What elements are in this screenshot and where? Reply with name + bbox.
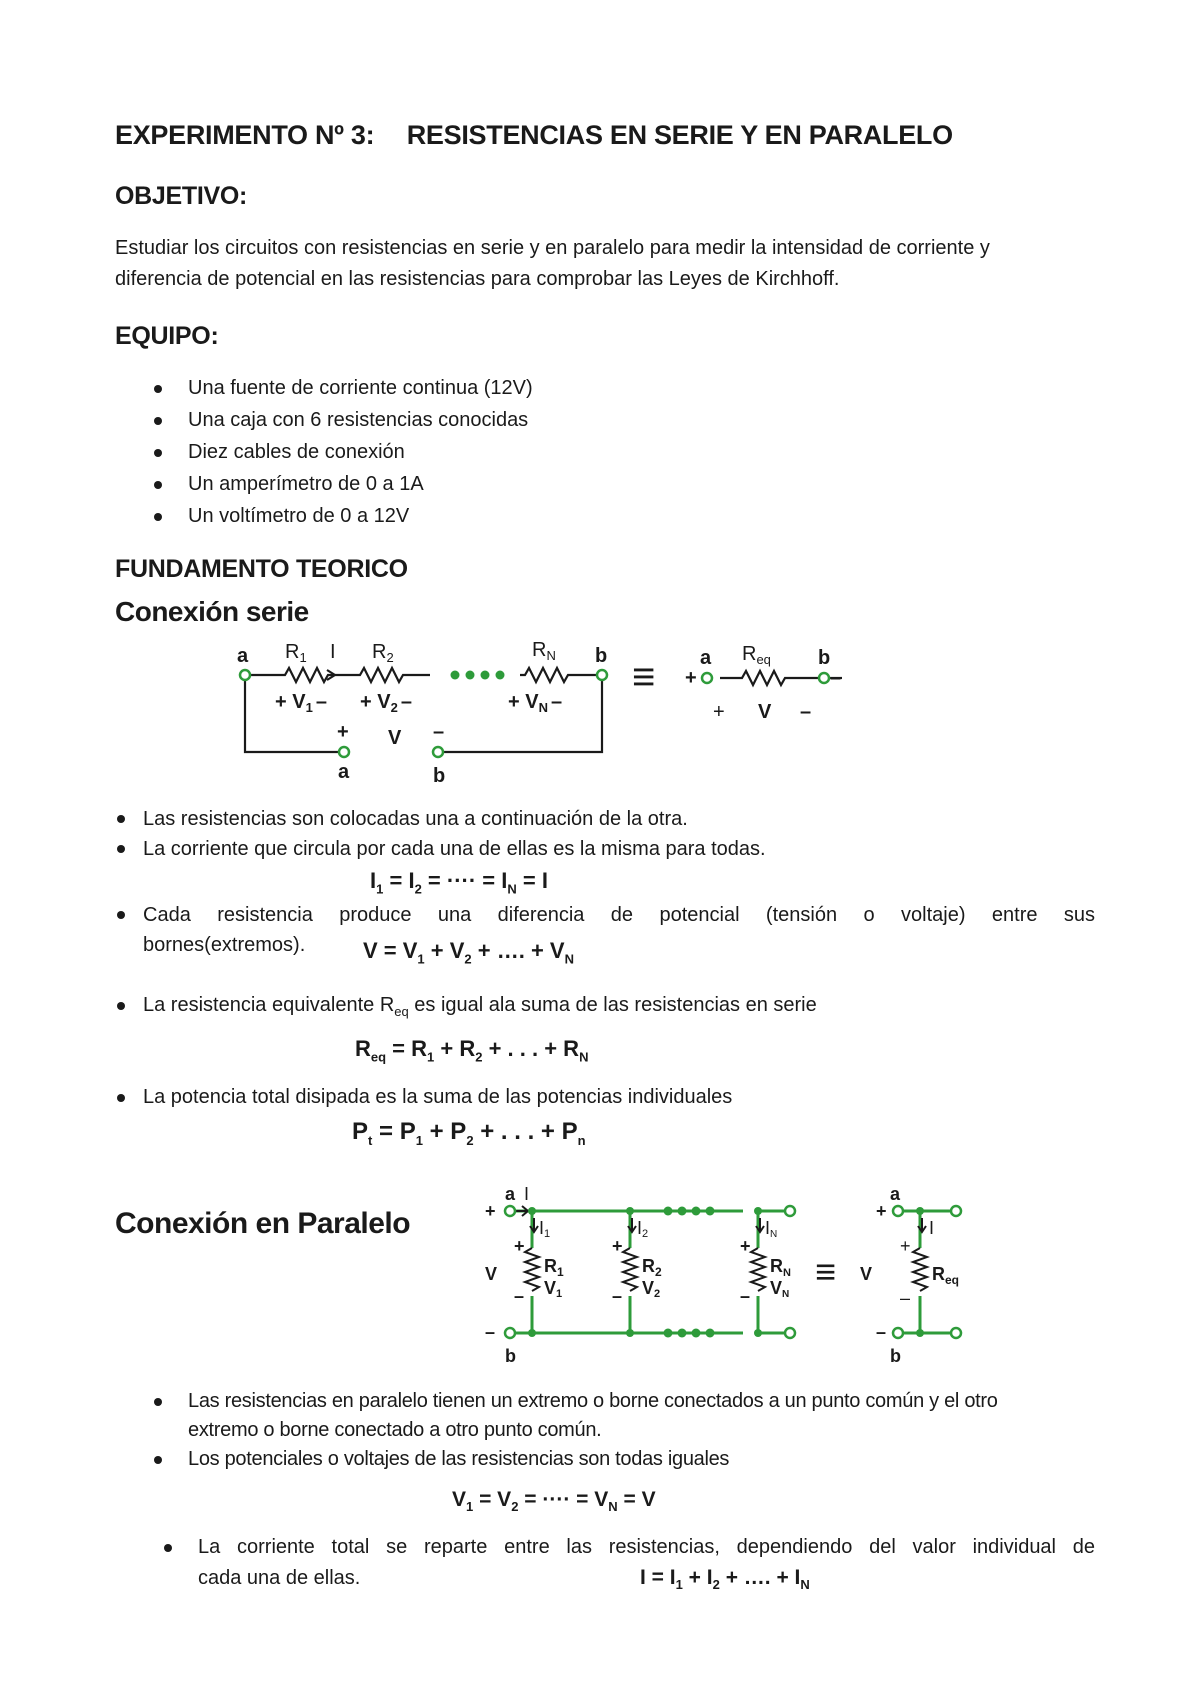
label-branch1-plus: + <box>514 1236 525 1256</box>
series-voltage-line-1: Cada resistencia produce una diferencia de potencial (tensión o voltaje) entre sus <box>143 904 1095 926</box>
equipment-heading: EQUIPO: <box>115 322 219 350</box>
list-item: Una fuente de corriente continua (12V) <box>150 372 950 404</box>
label-eq-v: V <box>860 1264 873 1284</box>
label-b-bottom: b <box>433 765 446 787</box>
bullet-icon <box>154 1456 162 1464</box>
label-branchn-minus: – <box>740 1286 751 1306</box>
terminal-b-icon <box>893 1328 903 1338</box>
label-a: a <box>237 645 249 667</box>
theory-heading: FUNDAMENTO TEORICO <box>115 555 408 583</box>
label-i: I <box>524 1184 530 1204</box>
label-v2: + $V_2$ – <box>360 691 412 715</box>
node-icon <box>916 1207 924 1215</box>
terminal-icon <box>785 1206 795 1216</box>
label-v2: V2 <box>642 1278 661 1300</box>
node-icon <box>528 1207 536 1215</box>
list-item: La corriente que circula por cada una de ellas es la misma para todas. <box>105 834 1095 864</box>
label-i1: I1 <box>539 1218 551 1240</box>
terminal-a-icon <box>893 1206 903 1216</box>
dot-icon <box>496 671 505 680</box>
list-item: Un voltímetro de 0 a 12V <box>150 500 950 532</box>
resistor-rn <box>751 1248 765 1291</box>
label-in: IN <box>765 1218 778 1240</box>
label-eq-minus2: – <box>900 1288 911 1308</box>
label-a-bottom: a <box>338 761 350 783</box>
label-eq-minus: – <box>876 1322 887 1342</box>
bullet-icon <box>154 513 162 521</box>
label-branchn-plus: + <box>740 1236 751 1256</box>
dot-icon <box>451 671 460 680</box>
label-i: I <box>330 641 336 663</box>
document-title <box>115 120 953 151</box>
series-power-item <box>105 1082 1095 1113</box>
terminal-icon <box>951 1328 961 1338</box>
label-eq-plus2: + <box>713 701 725 723</box>
node-icon <box>754 1329 762 1337</box>
left-wire <box>245 678 344 752</box>
node-icon <box>754 1207 762 1215</box>
label-branch2-plus: + <box>612 1236 623 1256</box>
label-eq-i: I <box>929 1218 935 1238</box>
parallel-heading: Conexión en Paralelo <box>115 1207 411 1240</box>
label-rn: $R_N$ <box>532 640 556 663</box>
parallel-current-item <box>160 1532 1095 1594</box>
label-eq-a: a <box>890 1184 901 1204</box>
right-wire <box>438 678 602 752</box>
label-minus: – <box>485 1322 496 1342</box>
label-v: V <box>388 727 402 749</box>
objective-text <box>115 233 1105 295</box>
terminal-icon <box>951 1206 961 1216</box>
dot-icon <box>481 671 490 680</box>
label-eq-plus: + <box>876 1201 887 1221</box>
label-req: $R_{eq}$ <box>932 1264 960 1287</box>
bullet-icon <box>154 481 162 489</box>
parallel-voltage-equation: $V_1 = V_2$ = ···· = $V_N = V$ <box>452 1488 656 1515</box>
resistor-r2 <box>623 1248 637 1291</box>
equivalent-symbol: ≡ <box>632 655 656 699</box>
terminal-a-icon <box>702 673 712 683</box>
node-icon <box>626 1329 634 1337</box>
title-label: EXPERIMENTO Nº 3: <box>115 120 375 150</box>
terminal-icon <box>785 1328 795 1338</box>
series-circuit-diagram <box>230 640 870 790</box>
parallel-common-line-1: Las resistencias en paralelo tienen un extremo o borne conectados a un punto común y el otro <box>188 1390 998 1412</box>
equivalent-symbol: ≡ <box>815 1251 837 1292</box>
label-plus: + <box>337 721 349 743</box>
terminal-a-icon <box>505 1206 515 1216</box>
node-icon <box>528 1329 536 1337</box>
bullet-icon <box>164 1544 172 1552</box>
series-current-equation: $I_1 = I_2$ = ···· = $I_N = I$ <box>370 868 548 897</box>
terminal-b-icon <box>819 673 829 683</box>
label-r2: $R_2$ <box>372 641 394 665</box>
label-eq-plus: + <box>685 667 697 689</box>
bullet-icon <box>117 911 125 919</box>
resistor-r1-r2 <box>248 668 430 682</box>
parallel-current-line-2: cada una de ellas. <box>198 1567 361 1589</box>
objective-heading: OBJETIVO: <box>115 182 248 210</box>
label-eq-b: b <box>818 647 831 669</box>
label-vn: VN <box>770 1278 790 1300</box>
resistor-rn <box>520 668 602 682</box>
node-icon <box>626 1207 634 1215</box>
label-b: b <box>595 645 608 667</box>
label-i2: I2 <box>637 1218 649 1240</box>
parallel-current-equation: $I = I_1 + I_2$ + …. + $I_N$ <box>640 1566 810 1593</box>
parallel-voltage-item <box>150 1445 1095 1474</box>
bullet-icon <box>154 385 162 393</box>
objective-line-1: Estudiar los circuitos con resistencias en serie y en paralelo para medir la intensidad de corriente y <box>115 237 990 259</box>
label-eq-v: V <box>758 701 772 723</box>
label-branch1-minus: – <box>514 1286 525 1306</box>
bullet-icon <box>117 1094 125 1102</box>
bullet-icon <box>154 449 162 457</box>
terminal-plus-icon <box>339 747 349 757</box>
label-rn: $R_N$ <box>770 1256 791 1279</box>
parallel-circuit-diagram <box>480 1180 1000 1365</box>
label-eq-plus2: + <box>900 1236 911 1256</box>
series-heading: Conexión serie <box>115 596 309 627</box>
list-item: Las resistencias son colocadas una a continuación de la otra. <box>105 804 1095 834</box>
terminal-minus-icon <box>433 747 443 757</box>
resistor-req <box>720 671 820 685</box>
series-req-equation: $R_{eq} = R_1 + R_2$ + . . . + $R_N$ <box>355 1036 589 1065</box>
series-voltage-item <box>105 900 1095 960</box>
parallel-common-line-2: extremo o borne conectado a otro punto común. <box>188 1419 602 1441</box>
terminal-a-icon <box>240 670 250 680</box>
series-voltage-equation: $V = V_1 + V_2$ + …. + $V_N$ <box>363 938 574 967</box>
label-v1: V1 <box>544 1278 563 1300</box>
bullet-icon <box>117 845 125 853</box>
series-list <box>105 804 1095 864</box>
terminal-b-icon <box>597 670 607 680</box>
label-vn: + $V_N$ – <box>508 691 563 715</box>
label-eq-minus: – <box>830 667 842 689</box>
parallel-common-item <box>150 1387 1095 1445</box>
series-power-equation: $P_t = P_1 + P_2$ + . . . + $P_n$ <box>352 1118 586 1148</box>
label-req: $R_{eq}$ <box>742 643 771 667</box>
list-item: Una caja con 6 resistencias conocidas <box>150 404 950 436</box>
dot-icon <box>466 671 475 680</box>
series-req-item: La resistencia equivalente $R_{eq}$ es igual ala suma de las resistencias en serie <box>105 990 1095 1027</box>
bullet-icon <box>154 1398 162 1406</box>
node-icon <box>916 1329 924 1337</box>
label-v1: + $V_1$ – <box>275 691 327 715</box>
label-a: a <box>505 1184 516 1204</box>
label-eq-minus2: – <box>800 701 812 723</box>
label-minus: – <box>433 721 445 743</box>
label-r2: $R_2$ <box>642 1256 662 1279</box>
parallel-current-line-1: La corriente total se reparte entre las resistencias, dependiendo del valor individual de <box>198 1536 1095 1558</box>
objective-line-2: diferencia de potencial en las resistencias para comprobar las Leyes de Kirchhoff. <box>115 268 840 290</box>
series-power-text: La potencia total disipada es la suma de las potencias individuales <box>143 1086 733 1108</box>
label-v: V <box>485 1264 498 1284</box>
list-item: Un amperímetro de 0 a 1A <box>150 468 950 500</box>
label-eq-b: b <box>890 1346 901 1365</box>
parallel-voltage-text: Los potenciales o voltajes de las resistencias son todas iguales <box>188 1448 730 1470</box>
series-voltage-line-2: bornes(extremos). <box>143 934 306 956</box>
label-plus: + <box>485 1201 496 1221</box>
list-item: Diez cables de conexión <box>150 436 950 468</box>
label-r1: $R_1$ <box>544 1256 564 1279</box>
resistor-req <box>913 1248 927 1291</box>
terminal-b-icon <box>505 1328 515 1338</box>
label-b: b <box>505 1346 516 1365</box>
bullet-icon <box>117 1002 125 1010</box>
label-eq-a: a <box>700 647 712 669</box>
title-topic: RESISTENCIAS EN SERIE Y EN PARALELO <box>406 120 953 150</box>
label-branch2-minus: – <box>612 1286 623 1306</box>
resistor-r1 <box>525 1248 539 1291</box>
label-r1: $R_1$ <box>285 641 307 665</box>
bullet-icon <box>117 815 125 823</box>
bullet-icon <box>154 417 162 425</box>
equipment-list <box>150 372 950 532</box>
